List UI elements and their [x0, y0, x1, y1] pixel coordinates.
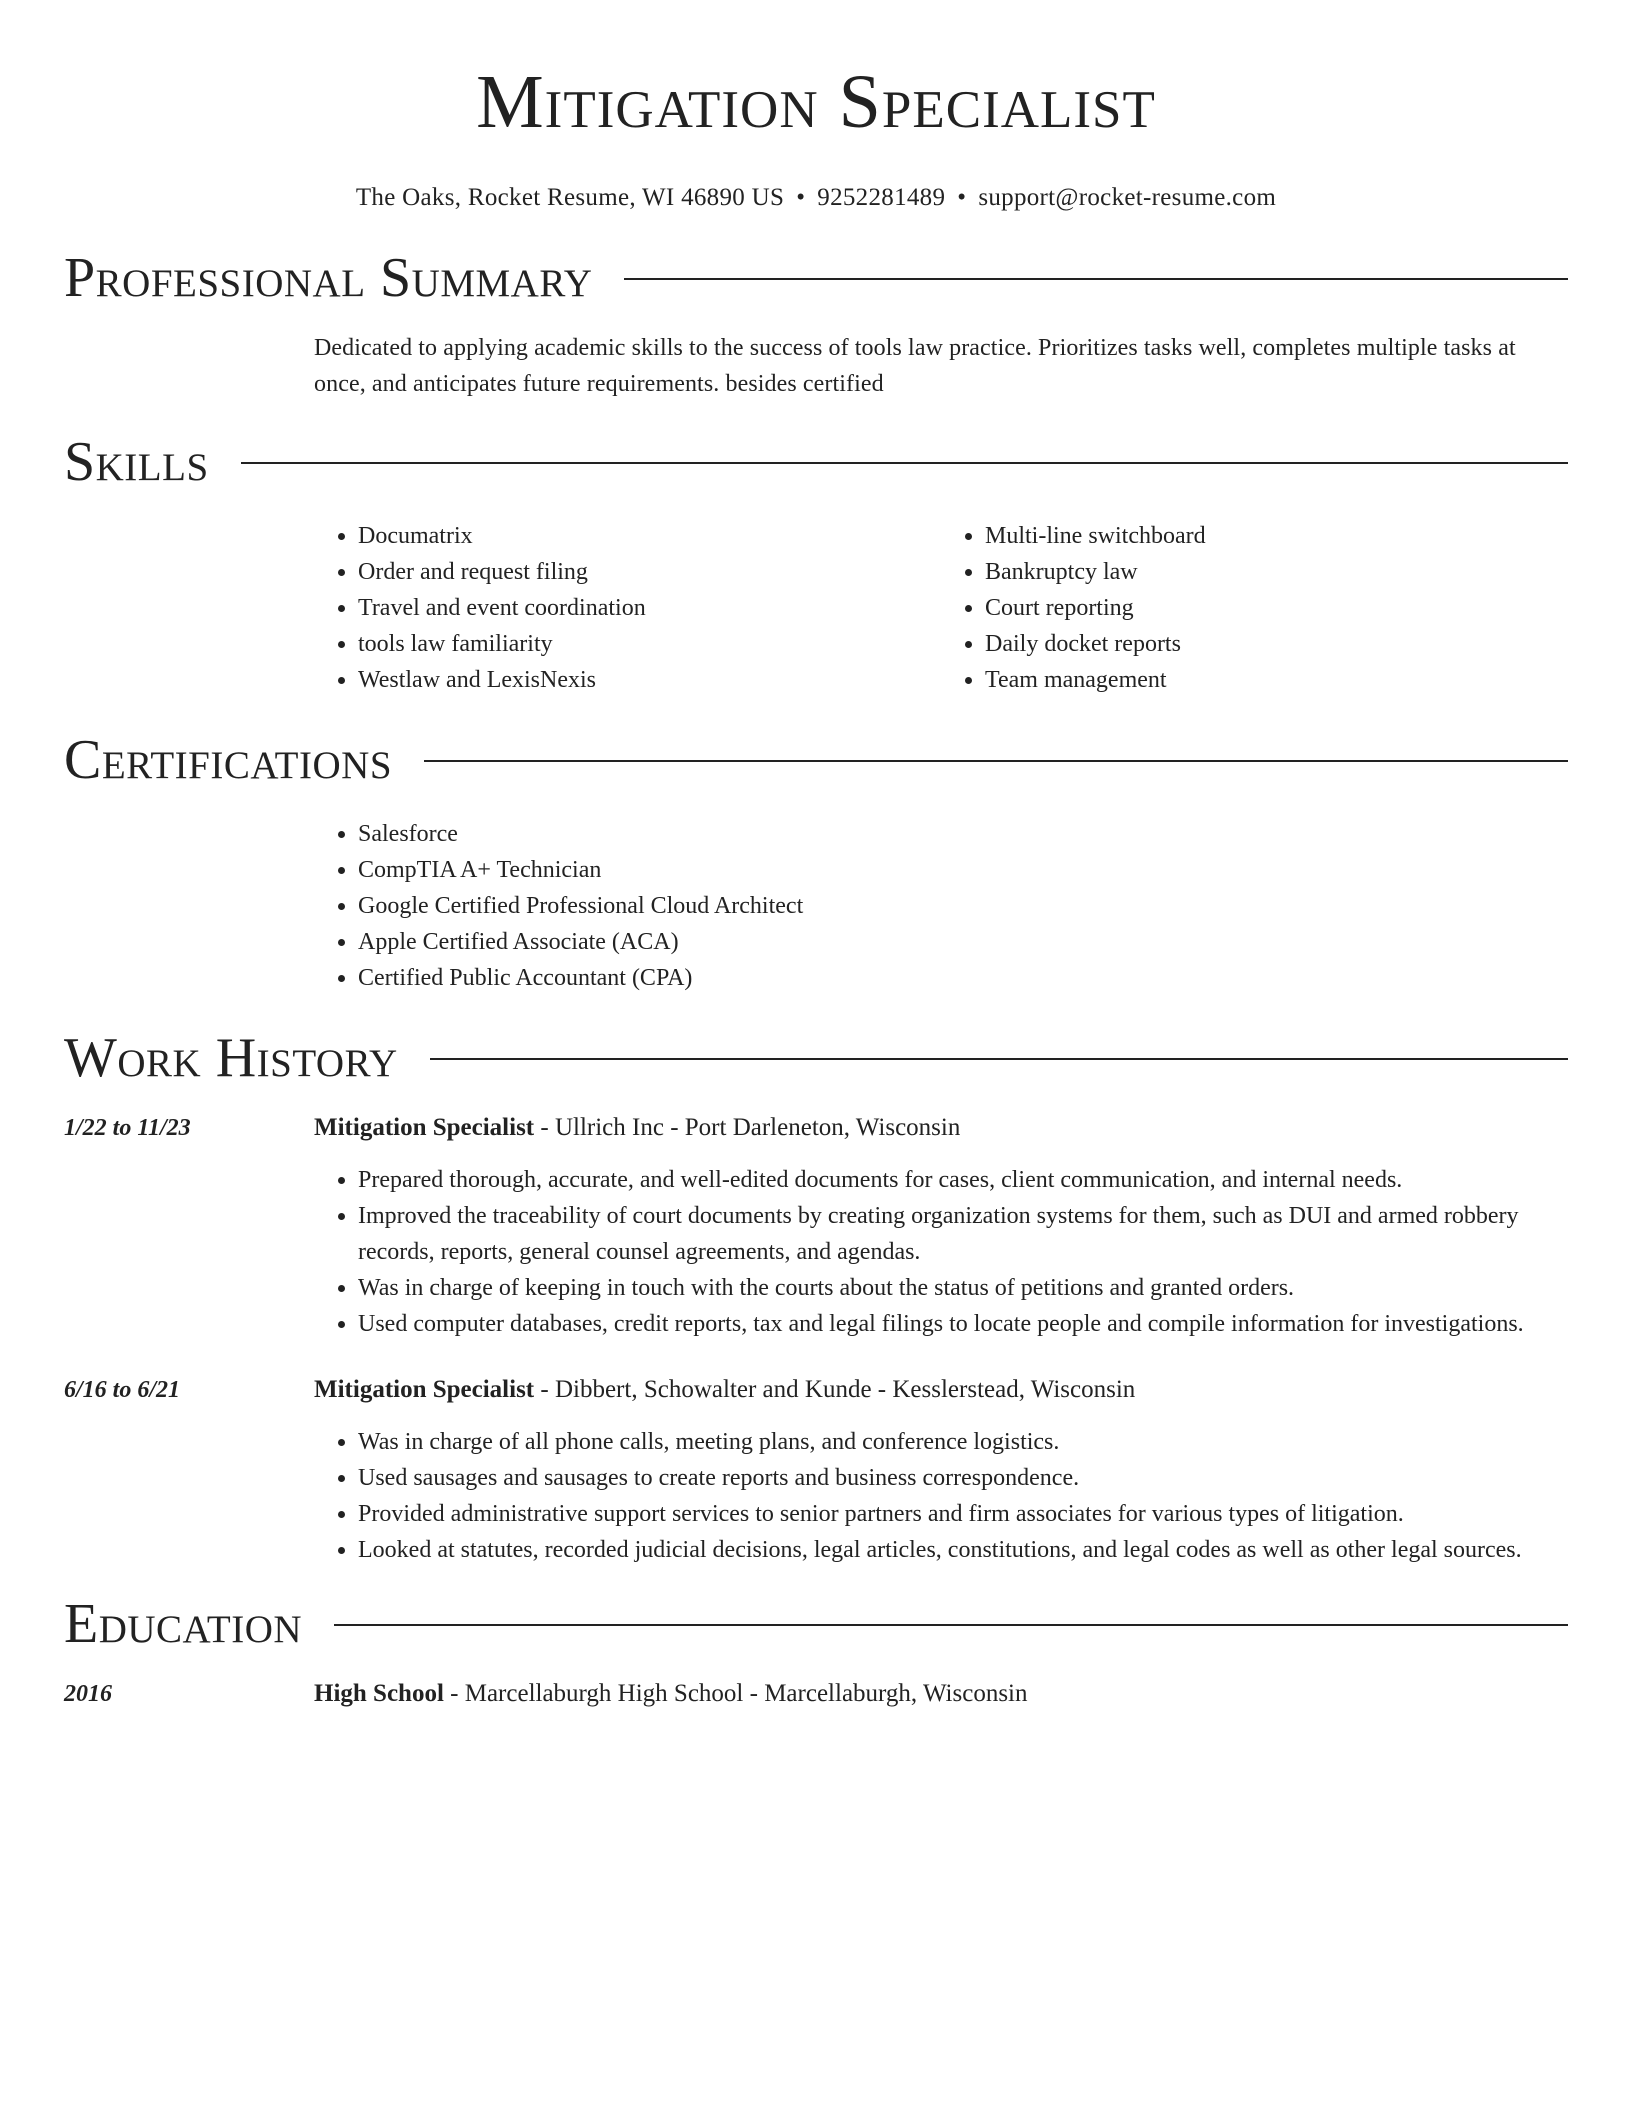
job-role: Mitigation Specialist	[314, 1376, 535, 1403]
job-dates: 1/22 to 11/23	[64, 1115, 191, 1141]
certification-item: • Salesforce	[358, 816, 1568, 852]
skill-item: • Daily docket reports	[985, 626, 1568, 662]
job-heading	[314, 1372, 1568, 1408]
job-bullets	[314, 1424, 1568, 1568]
job-employer: - Ullrich Inc - Port Darleneton, Wisconsin	[534, 1114, 961, 1141]
certifications-section-title: Certifications	[64, 729, 393, 791]
skill-item: • Court reporting	[985, 590, 1568, 626]
job-body	[314, 1110, 1568, 1342]
job-bullet: • Looked at statutes, recorded judicial decisions, legal articles, constitutions, and legal codes as well as other legal sources.	[358, 1532, 1568, 1568]
skill-item: • Travel and event coordination	[358, 590, 941, 626]
job-bullets	[314, 1162, 1568, 1342]
job-dates: 6/16 to 6/21	[64, 1377, 181, 1403]
section-divider	[430, 1058, 1568, 1060]
contact-email: support@rocket-resume.com	[978, 184, 1277, 211]
section-divider	[624, 278, 1568, 280]
job-bullet: • Improved the traceability of court documents by creating organization systems for them, such as DUI and armed robbery records, reports, general counsel agreements, and agendas.	[358, 1198, 1568, 1270]
skills-section-title: Skills	[64, 431, 209, 493]
skills-column-right	[941, 518, 1568, 698]
certifications-items	[314, 816, 1568, 996]
education-degree: High School	[314, 1680, 444, 1707]
job-body	[314, 1372, 1568, 1568]
job-heading	[314, 1110, 1568, 1146]
contact-separator: •	[957, 184, 967, 211]
summary-section-header	[64, 244, 1568, 312]
certifications-section-header	[64, 726, 1568, 794]
education-entry	[64, 1676, 1568, 1712]
skill-item: • Team management	[985, 662, 1568, 698]
section-divider	[424, 760, 1568, 762]
skills-column-left	[314, 518, 941, 698]
certification-item: • CompTIA A+ Technician	[358, 852, 1568, 888]
contact-separator: •	[796, 184, 806, 211]
job-bullet: • Provided administrative support services to senior partners and firm associates for various types of litigation.	[358, 1496, 1568, 1532]
education-school: - Marcellaburgh High School - Marcellaburgh, Wisconsin	[443, 1680, 1028, 1707]
education-section-title: Education	[64, 1593, 303, 1655]
summary-section-title: Professional Summary	[64, 247, 593, 309]
contact-address: The Oaks, Rocket Resume, WI 46890 US	[355, 184, 785, 211]
work-section-title: Work History	[64, 1027, 398, 1089]
job-bullet: • Prepared thorough, accurate, and well-edited documents for cases, client communication, and internal needs.	[358, 1162, 1568, 1198]
contact-phone: 9252281489	[817, 184, 946, 211]
job-entry	[64, 1372, 1568, 1568]
job-entry	[64, 1110, 1568, 1342]
skill-item: • Order and request filing	[358, 554, 941, 590]
job-employer: - Dibbert, Schowalter and Kunde - Kesslerstead, Wisconsin	[534, 1376, 1136, 1403]
certifications-list	[314, 816, 1568, 996]
section-divider	[334, 1624, 1568, 1626]
contact-line	[64, 182, 1568, 214]
job-bullet: • Was in charge of keeping in touch with the courts about the status of petitions and granted orders.	[358, 1270, 1568, 1306]
certification-item: • Apple Certified Associate (ACA)	[358, 924, 1568, 960]
education-heading	[314, 1676, 1568, 1712]
summary-text: Dedicated to applying academic skills to the success of tools law practice. Prioritizes tasks well, completes multiple tasks at once, and anticipates future requirements. besides certified	[314, 335, 1516, 397]
education-year: 2016	[64, 1681, 112, 1707]
certification-item: • Google Certified Professional Cloud Architect	[358, 888, 1568, 924]
skills-section-header	[64, 428, 1568, 496]
skills-list	[314, 518, 1568, 698]
section-divider	[241, 462, 1568, 464]
job-role: Mitigation Specialist	[314, 1114, 535, 1141]
job-bullet: • Was in charge of all phone calls, meeting plans, and conference logistics.	[358, 1424, 1568, 1460]
skill-item: • Westlaw and LexisNexis	[358, 662, 941, 698]
work-section-header	[64, 1024, 1568, 1092]
resume-name: Mitigation Specialist	[476, 60, 1156, 144]
skill-item: • Documatrix	[358, 518, 941, 554]
skill-item: • Bankruptcy law	[985, 554, 1568, 590]
education-section-header	[64, 1590, 1568, 1658]
skill-item: • Multi-line switchboard	[985, 518, 1568, 554]
skill-item: • tools law familiarity	[358, 626, 941, 662]
job-bullet: • Used sausages and sausages to create reports and business correspondence.	[358, 1460, 1568, 1496]
certification-item: • Certified Public Accountant (CPA)	[358, 960, 1568, 996]
education-body	[314, 1676, 1568, 1712]
job-bullet: • Used computer databases, credit reports, tax and legal filings to locate people and compile information for investigations.	[358, 1306, 1568, 1342]
